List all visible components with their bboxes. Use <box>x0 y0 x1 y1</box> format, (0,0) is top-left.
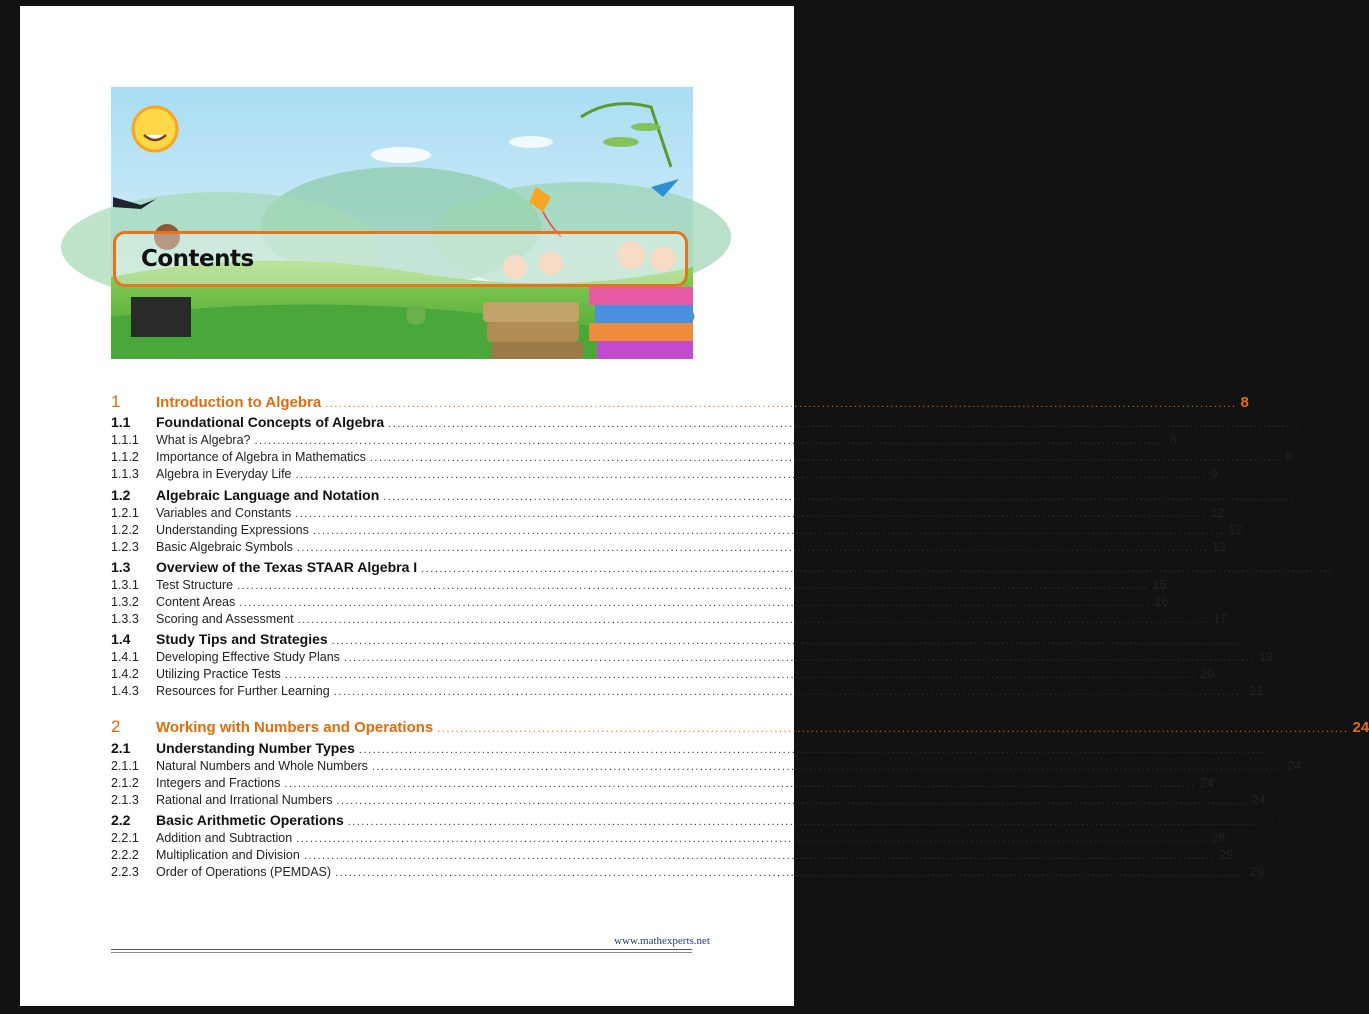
toc-entry[interactable] <box>111 612 1227 626</box>
toc-entry-number: 2.1.3 <box>111 793 139 807</box>
toc-entry-page: 9 <box>1210 467 1218 481</box>
toc-entry[interactable] <box>111 414 1312 430</box>
toc-leader-dots: ........................................................................................................................................................................................................ <box>343 652 1256 664</box>
toc-entry-number: 1.2.1 <box>111 506 139 520</box>
toc-entry-number: 1.3.2 <box>111 595 139 609</box>
toc-entry-title: Utilizing Practice Tests <box>156 667 281 681</box>
toc-entry-title: Multiplication and Division <box>156 848 300 862</box>
toc-entry-page: 28 <box>1211 831 1226 845</box>
toc-leader-dots: ........................................................................................................................................................................................................ <box>237 580 1149 592</box>
toc-entry-number: 1.4.3 <box>111 684 139 698</box>
toc-entry-number: 2.1 <box>111 740 131 756</box>
toc-leader-dots: ........................................................................................................................................................................................................ <box>335 867 1247 879</box>
contents-title-box <box>113 231 688 287</box>
toc-entry-number: 1.4.2 <box>111 667 139 681</box>
toc-entry-number: 1.3 <box>111 559 131 575</box>
toc-entry[interactable] <box>111 523 1243 537</box>
toc-leader-dots: ........................................................................................................................................................................................................ <box>333 686 1245 698</box>
toc-entry-number: 1.1.3 <box>111 467 139 481</box>
toc-entry-number: 1.4.1 <box>111 650 139 664</box>
toc-entry-page: 16 <box>1154 595 1169 609</box>
toc-entry-title: Overview of the Texas STAAR Algebra I <box>156 559 418 575</box>
toc-entry-title: Basic Algebraic Symbols <box>156 540 293 554</box>
toc-leader-dots: ........................................................................................................................................................................................................ <box>296 833 1208 845</box>
toc-entry-page: 24 <box>1287 759 1302 773</box>
toc-entry-title: Importance of Algebra in Mathematics <box>156 450 366 464</box>
toc-entry-page: 8 <box>1285 450 1293 464</box>
toc-leader-dots: ........................................................................................................................................................................................................ <box>388 418 1300 430</box>
toc-entry-number: 2.1.1 <box>111 759 139 773</box>
toc-entry[interactable] <box>111 759 1302 773</box>
toc-entry-page: 13 <box>1212 540 1227 554</box>
toc-entry-number: 1.1.2 <box>111 450 139 464</box>
toc-entry-title: What is Algebra? <box>156 433 251 447</box>
toc-entry-page: 29 <box>1219 848 1233 862</box>
toc-entry[interactable] <box>111 506 1225 520</box>
toc-entry-title: Integers and Fractions <box>156 776 281 790</box>
toc-entry-title: Scoring and Assessment <box>156 612 294 626</box>
toc-entry[interactable] <box>111 776 1214 790</box>
toc-entry-page: 12 <box>1210 506 1225 520</box>
toc-entry-number: 1 <box>111 392 121 411</box>
toc-entry[interactable] <box>111 467 1218 481</box>
toc-entry-title: Study Tips and Strategies <box>156 631 328 647</box>
page-title: Contents <box>141 246 254 272</box>
toc-leader-dots: ........................................................................................................................................................................................................ <box>303 850 1216 862</box>
toc-leader-dots: ........................................................................................................................................................................................................ <box>347 816 1259 828</box>
toc-entry-page: 15 <box>1336 559 1352 575</box>
toc-entry[interactable] <box>111 540 1227 554</box>
toc-entry-number: 2.2.2 <box>111 848 139 862</box>
toc-entry-page: 24 <box>1352 719 1369 736</box>
toc-entry-title: Algebraic Language and Notation <box>156 487 380 503</box>
toc-entry-title: Understanding Expressions <box>156 523 309 537</box>
toc-leader-dots: ........................................................................................................................................................................................................ <box>239 597 1151 609</box>
toc-entry-title: Addition and Subtraction <box>156 831 293 845</box>
toc-entry[interactable] <box>111 740 1290 756</box>
toc-entry[interactable] <box>111 717 1369 737</box>
toc-entry-title: Rational and Irrational Numbers <box>156 793 333 807</box>
toc-entry[interactable] <box>111 631 1263 647</box>
toc-entry-title: Content Areas <box>156 595 236 609</box>
toc-leader-dots: ........................................................................................................................................................................................................ <box>358 744 1271 756</box>
toc-entry-page: 28 <box>1263 812 1279 828</box>
header-banner <box>111 87 693 359</box>
footer-url[interactable]: www.mathexperts.net <box>614 935 710 947</box>
toc-entry-number: 2 <box>111 717 121 736</box>
toc-entry-page: 12 <box>1228 523 1243 537</box>
toc-entry-page: 24 <box>1274 740 1290 756</box>
toc-entry-page: 20 <box>1200 667 1214 681</box>
toc-entry-number: 1.2 <box>111 487 131 503</box>
toc-entry-title: Developing Effective Study Plans <box>156 650 340 664</box>
toc-entry[interactable] <box>111 684 1263 698</box>
toc-entry-title: Test Structure <box>156 578 234 592</box>
toc-entry[interactable] <box>111 793 1266 807</box>
footer-divider-secondary <box>111 952 692 953</box>
toc-entry-number: 1.2.2 <box>111 523 139 537</box>
toc-entry-title: Variables and Constants <box>156 506 292 520</box>
toc-entry[interactable] <box>111 433 1177 447</box>
toc-entry-title: Foundational Concepts of Algebra <box>156 414 385 430</box>
toc-entry[interactable] <box>111 831 1226 845</box>
toc-entry-number: 1.4 <box>111 631 131 647</box>
toc-leader-dots: ........................................................................................................................................................................................................ <box>369 452 1282 464</box>
toc-leader-dots: ........................................................................................................................................................................................................ <box>331 635 1243 647</box>
toc-entry-title: Algebra in Everyday Life <box>156 467 292 481</box>
toc-entry-page: 21 <box>1248 684 1263 698</box>
toc-entry[interactable] <box>111 450 1293 464</box>
toc-leader-dots: ........................................................................................................................................................................................................ <box>325 398 1237 410</box>
toc-leader-dots: ........................................................................................................................................................................................................ <box>297 614 1209 626</box>
toc-entry[interactable] <box>111 848 1233 862</box>
toc-entry-number: 1.3.1 <box>111 578 139 592</box>
toc-entry[interactable] <box>111 392 1249 412</box>
toc-entry-page: 19 <box>1259 650 1274 664</box>
toc-leader-dots: ........................................................................................................................................................................................................ <box>296 542 1209 554</box>
toc-entry-title: Natural Numbers and Whole Numbers <box>156 759 368 773</box>
toc-entry-number: 1.1.1 <box>111 433 139 447</box>
toc-entry-page: 8 <box>1240 394 1249 411</box>
toc-entry[interactable] <box>111 578 1167 592</box>
toc-entry[interactable] <box>111 812 1279 828</box>
toc-leader-dots: ........................................................................................................................................................................................................ <box>284 778 1196 790</box>
toc-leader-dots: ........................................................................................................................................................................................................ <box>437 723 1349 735</box>
toc-entry-page: 17 <box>1212 612 1227 626</box>
toc-leader-dots: ........................................................................................................................................................................................................ <box>284 669 1197 681</box>
toc-leader-dots: ........................................................................................................................................................................................................ <box>383 491 1295 503</box>
toc-entry[interactable] <box>111 487 1314 503</box>
toc-entry-title: Introduction to Algebra <box>156 394 322 411</box>
toc-leader-dots: ........................................................................................................................................................................................................ <box>421 563 1333 575</box>
toc-entry-number: 2.1.2 <box>111 776 139 790</box>
toc-entry-page: 24 <box>1251 793 1266 807</box>
toc-entry-number: 2.2 <box>111 812 131 828</box>
toc-leader-dots: ........................................................................................................................................................................................................ <box>312 525 1225 537</box>
toc-entry-title: Order of Operations (PEMDAS) <box>156 865 332 879</box>
toc-entry-page: 8 <box>1169 433 1177 447</box>
toc-entry[interactable] <box>111 595 1169 609</box>
footer-divider <box>111 949 692 950</box>
toc-entry-title: Understanding Number Types <box>156 740 355 756</box>
toc-entry-number: 1.3.3 <box>111 612 139 626</box>
toc-entry-number: 2.2.3 <box>111 865 139 879</box>
toc-entry-title: Resources for Further Learning <box>156 684 330 698</box>
toc-leader-dots: ........................................................................................................................................................................................................ <box>295 508 1207 520</box>
toc-entry[interactable] <box>111 559 1352 575</box>
toc-leader-dots: ........................................................................................................................................................................................................ <box>371 761 1284 773</box>
toc-entry-title: Working with Numbers and Operations <box>156 719 434 736</box>
toc-entry-number: 2.2.1 <box>111 831 139 845</box>
toc-entry-page: 11 <box>1298 487 1314 503</box>
toc-entry-page: 8 <box>1303 414 1312 430</box>
toc-entry-page: 24 <box>1199 776 1214 790</box>
banner-illustration <box>111 87 693 359</box>
toc-entry[interactable] <box>111 865 1265 879</box>
toc-leader-dots: ........................................................................................................................................................................................................ <box>295 469 1207 481</box>
toc-entry-page: 15 <box>1152 578 1167 592</box>
toc-entry-number: 1.1 <box>111 414 131 430</box>
toc-entry[interactable] <box>111 650 1274 664</box>
toc-entry-number: 1.2.3 <box>111 540 139 554</box>
toc-entry-page: 29 <box>1250 865 1265 879</box>
toc-entry-title: Basic Arithmetic Operations <box>156 812 344 828</box>
toc-leader-dots: ........................................................................................................................................................................................................ <box>254 435 1166 447</box>
toc-entry[interactable] <box>111 667 1214 681</box>
toc-leader-dots: ........................................................................................................................................................................................................ <box>336 795 1248 807</box>
toc-entry-page: 19 <box>1246 631 1263 647</box>
